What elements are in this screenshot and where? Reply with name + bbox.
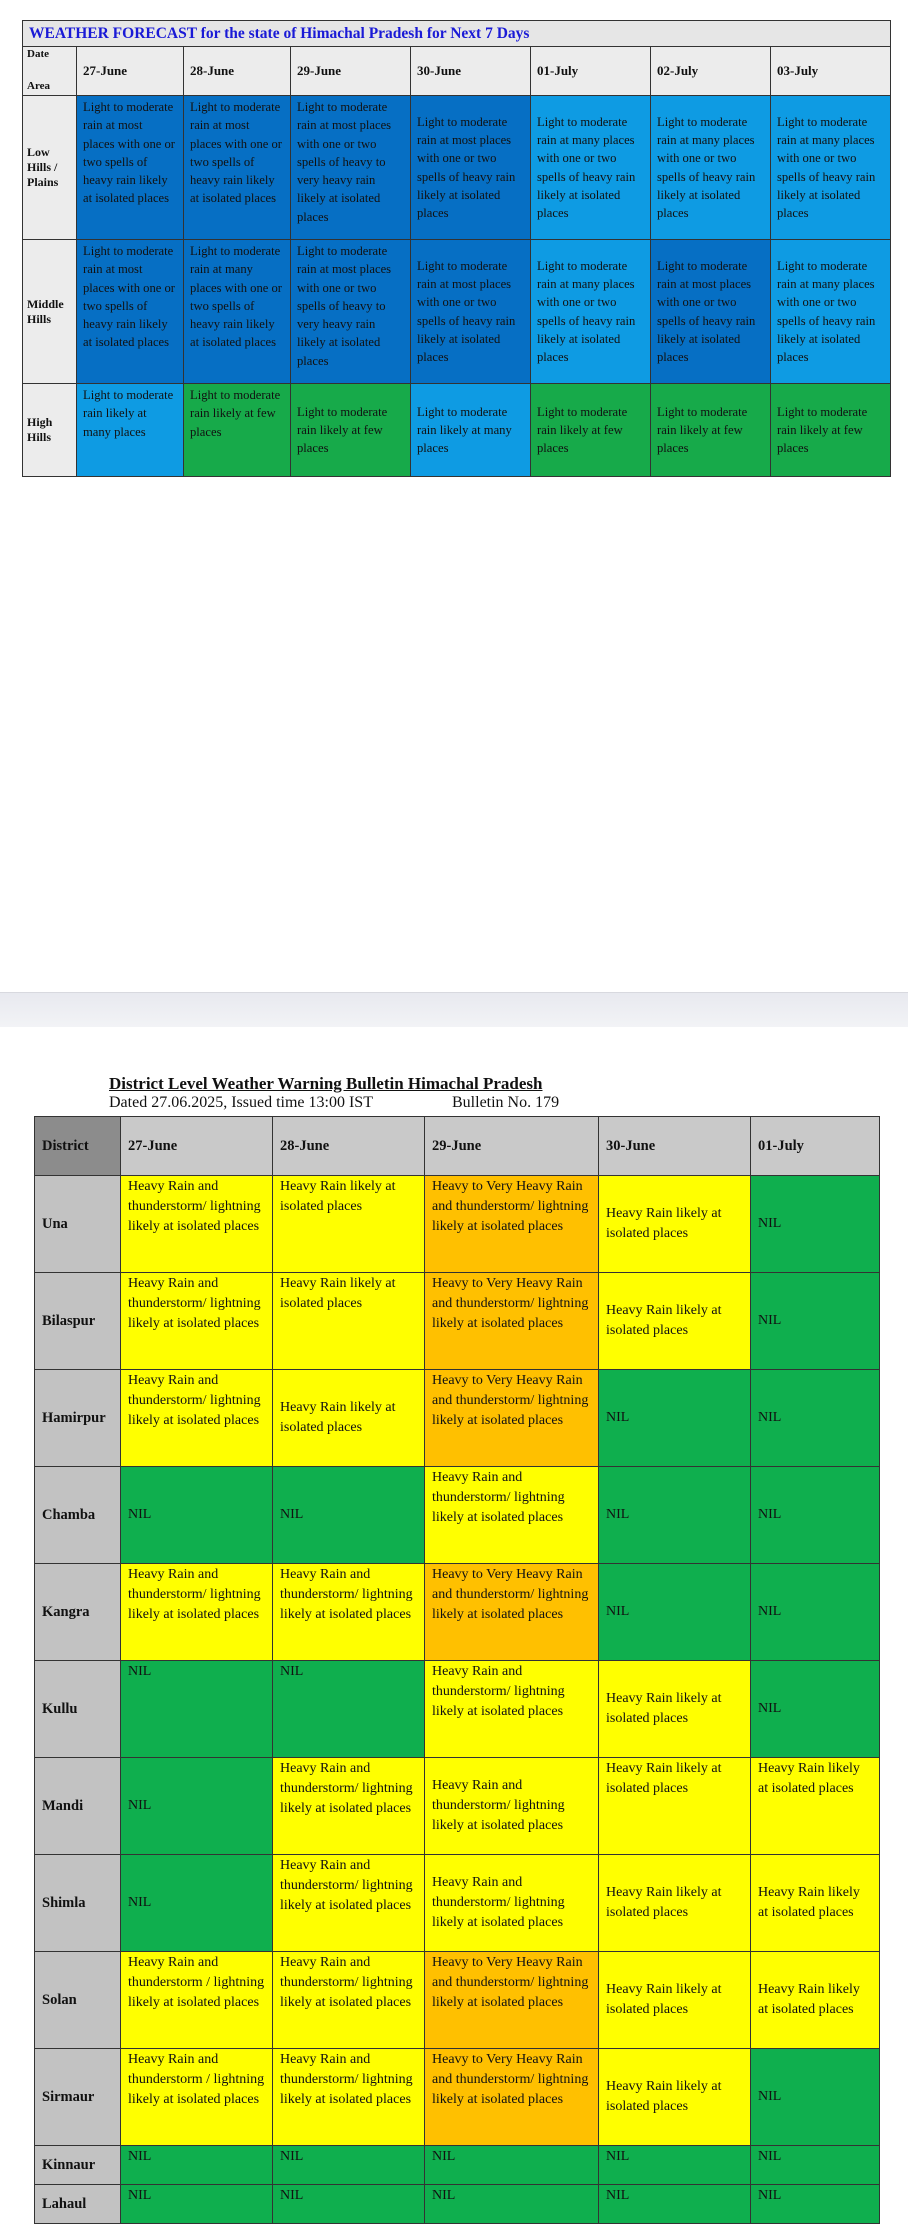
warning-cell: Heavy Rain and thunderstorm/ lightning likely at isolated places [121,1564,273,1661]
district-row-una [35,1176,880,1273]
district-name: Shimla [35,1855,121,1952]
warning-cell: Heavy Rain likely at isolated places [751,1855,880,1952]
warning-cell: NIL [751,1564,880,1661]
warning-cell: Heavy Rain likely at isolated places [273,1273,425,1370]
warning-cell: NIL [121,2185,273,2224]
warning-cell: NIL [751,1467,880,1564]
warning-cell: NIL [751,2146,880,2185]
warning-cell: NIL [599,2146,751,2185]
district-row-solan [35,1952,880,2049]
warning-cell: Heavy Rain and thunderstorm/ lightning likely at isolated places [121,1370,273,1467]
date-header: 27-June [77,47,184,96]
warning-cell: Heavy to Very Heavy Rain and thunderstorm/ lightning likely at isolated places [425,1370,599,1467]
warning-cell: NIL [751,1176,880,1273]
warning-cell: Heavy Rain likely at isolated places [599,1855,751,1952]
warning-cell: Heavy to Very Heavy Rain and thunderstorm/ lightning likely at isolated places [425,1273,599,1370]
area-label: Middle Hills [23,240,77,384]
warning-cell: Heavy Rain likely at isolated places [599,2049,751,2146]
warning-cell: Heavy Rain likely at isolated places [599,1176,751,1273]
warning-cell: NIL [599,1467,751,1564]
forecast-row-middle-hills [23,240,891,384]
warning-cell: Heavy to Very Heavy Rain and thunderstorm/ lightning likely at isolated places [425,2049,599,2146]
warning-cell: Heavy to Very Heavy Rain and thunderstorm/ lightning likely at isolated places [425,1176,599,1273]
district-header: District [35,1117,121,1176]
warning-cell: Heavy Rain and thunderstorm/ lightning likely at isolated places [273,1758,425,1855]
area-label: High Hills [23,384,77,477]
warning-cell: Heavy Rain and thunderstorm/ lightning likely at isolated places [425,1661,599,1758]
district-row-kinnaur [35,2146,880,2185]
date-header: 30-June [411,47,531,96]
forecast-cell: Light to moderate rain likely at few places [184,384,291,477]
warning-cell: Heavy Rain and thunderstorm/ lightning likely at isolated places [121,1273,273,1370]
warning-cell: Heavy Rain likely at isolated places [751,1758,880,1855]
district-row-chamba [35,1467,880,1564]
warning-cell: Heavy Rain and thunderstorm/ lightning likely at isolated places [425,1467,599,1564]
warning-cell: Heavy Rain and thunderstorm/ lightning likely at isolated places [121,1176,273,1273]
warning-cell: Heavy Rain likely at isolated places [273,1370,425,1467]
forecast-cell: Light to moderate rain at most places with one or two spells of heavy rain likely at isolated places [651,240,771,384]
forecast-cell: Light to moderate rain at most places with one or two spells of heavy rain likely at isolated places [77,96,184,240]
warning-cell: Heavy Rain likely at isolated places [273,1176,425,1273]
district-name: Kullu [35,1661,121,1758]
bulletin-dated: Dated 27.06.2025, Issued time 13:00 IST [109,1094,373,1111]
forecast-cell: Light to moderate rain at many places with one or two spells of heavy rain likely at isolated places [531,240,651,384]
district-name: Una [35,1176,121,1273]
forecast-cell: Light to moderate rain at many places with one or two spells of heavy rain likely at isolated places [184,240,291,384]
warning-cell: NIL [425,2146,599,2185]
district-name: Hamirpur [35,1370,121,1467]
district-row-bilaspur [35,1273,880,1370]
warning-cell: NIL [425,2185,599,2224]
warning-cell: Heavy Rain and thunderstorm/ lightning likely at isolated places [273,1564,425,1661]
forecast-cell: Light to moderate rain at most places with one or two spells of heavy rain likely at isolated places [411,240,531,384]
corner-area-label: Area [27,80,51,92]
warning-cell: NIL [273,1661,425,1758]
area-label: Low Hills / Plains [23,96,77,240]
forecast-cell: Light to moderate rain at many places with one or two spells of heavy rain likely at isolated places [771,96,891,240]
date-header: 03-July [771,47,891,96]
forecast-table [22,20,891,477]
district-row-mandi [35,1758,880,1855]
district-name: Kangra [35,1564,121,1661]
district-name: Solan [35,1952,121,2049]
image-separator [0,992,908,1027]
bulletin-number: Bulletin No. 179 [452,1094,560,1111]
warning-cell: Heavy Rain likely at isolated places [599,1952,751,2049]
district-row-kangra [35,1564,880,1661]
forecast-cell: Light to moderate rain at most places with one or two spells of heavy to very heavy rain likely at isolated places [291,240,411,384]
forecast-cell: Light to moderate rain at most places with one or two spells of heavy rain likely at isolated places [411,96,531,240]
forecast-cell: Light to moderate rain likely at few places [531,384,651,477]
warning-cell: Heavy Rain and thunderstorm / lightning likely at isolated places [121,2049,273,2146]
forecast-cell: Light to moderate rain likely at few places [291,384,411,477]
warning-cell: NIL [121,2146,273,2185]
forecast-title: WEATHER FORECAST for the state of Himachal Pradesh for Next 7 Days [23,21,891,47]
forecast-cell: Light to moderate rain at many places with one or two spells of heavy rain likely at isolated places [531,96,651,240]
date-header: 01-July [531,47,651,96]
warning-cell: NIL [599,1370,751,1467]
forecast-cell: Light to moderate rain likely at many places [411,384,531,477]
warning-cell: Heavy Rain likely at isolated places [599,1758,751,1855]
date-header: 29-June [291,47,411,96]
warning-cell: NIL [121,1855,273,1952]
warning-cell: Heavy Rain and thunderstorm / lightning likely at isolated places [121,1952,273,2049]
forecast-cell: Light to moderate rain at most places with one or two spells of heavy rain likely at isolated places [184,96,291,240]
warning-cell: Heavy Rain and thunderstorm/ lightning likely at isolated places [425,1758,599,1855]
warning-cell: Heavy Rain and thunderstorm/ lightning likely at isolated places [273,1952,425,2049]
forecast-cell: Light to moderate rain at most places with one or two spells of heavy rain likely at isolated places [77,240,184,384]
district-row-lahaul [35,2185,880,2224]
date-header: 02-July [651,47,771,96]
warning-cell: NIL [599,1564,751,1661]
warning-cell: NIL [751,1370,880,1467]
warning-cell: NIL [751,1273,880,1370]
date-header: 27-June [121,1117,273,1176]
district-name: Chamba [35,1467,121,1564]
date-header: 28-June [184,47,291,96]
warning-cell: NIL [273,1467,425,1564]
district-name: Sirmaur [35,2049,121,2146]
forecast-cell: Light to moderate rain likely at few places [771,384,891,477]
district-row-sirmaur [35,2049,880,2146]
warning-cell: Heavy Rain and thunderstorm/ lightning likely at isolated places [273,1855,425,1952]
warning-cell: Heavy Rain and thunderstorm/ lightning likely at isolated places [273,2049,425,2146]
district-row-kullu [35,1661,880,1758]
warning-cell: Heavy to Very Heavy Rain and thunderstorm/ lightning likely at isolated places [425,1952,599,2049]
date-header: 30-June [599,1117,751,1176]
bulletin-title: District Level Weather Warning Bulletin Himachal Pradesh [109,1074,543,1093]
forecast-cell: Light to moderate rain at many places with one or two spells of heavy rain likely at isolated places [651,96,771,240]
warning-cell: Heavy Rain likely at isolated places [599,1661,751,1758]
warning-cell: Heavy Rain likely at isolated places [599,1273,751,1370]
warning-cell: NIL [751,2049,880,2146]
warning-cell: Heavy Rain likely at isolated places [751,1952,880,2049]
district-row-shimla [35,1855,880,1952]
date-header: 01-July [751,1117,880,1176]
warning-cell: NIL [121,1758,273,1855]
corner-cell [23,47,77,96]
warning-cell: NIL [273,2185,425,2224]
warning-cell: NIL [751,2185,880,2224]
forecast-cell: Light to moderate rain likely at few places [651,384,771,477]
corner-date-label: Date [27,48,49,60]
district-row-hamirpur [35,1370,880,1467]
forecast-cell: Light to moderate rain likely at many places [77,384,184,477]
warning-cell: Heavy to Very Heavy Rain and thunderstorm/ lightning likely at isolated places [425,1564,599,1661]
warning-cell: NIL [121,1467,273,1564]
date-header: 29-June [425,1117,599,1176]
forecast-row-high-hills [23,384,891,477]
district-warning-table [34,1116,880,2224]
warning-cell: Heavy Rain and thunderstorm/ lightning likely at isolated places [425,1855,599,1952]
warning-cell: NIL [121,1661,273,1758]
district-name: Bilaspur [35,1273,121,1370]
district-name: Kinnaur [35,2146,121,2185]
forecast-row-low-hills [23,96,891,240]
forecast-cell: Light to moderate rain at most places with one or two spells of heavy to very heavy rain likely at isolated places [291,96,411,240]
warning-cell: NIL [751,1661,880,1758]
warning-cell: NIL [273,2146,425,2185]
forecast-cell: Light to moderate rain at many places with one or two spells of heavy rain likely at isolated places [771,240,891,384]
district-name: Mandi [35,1758,121,1855]
warning-cell: NIL [599,2185,751,2224]
date-header: 28-June [273,1117,425,1176]
district-name: Lahaul [35,2185,121,2224]
